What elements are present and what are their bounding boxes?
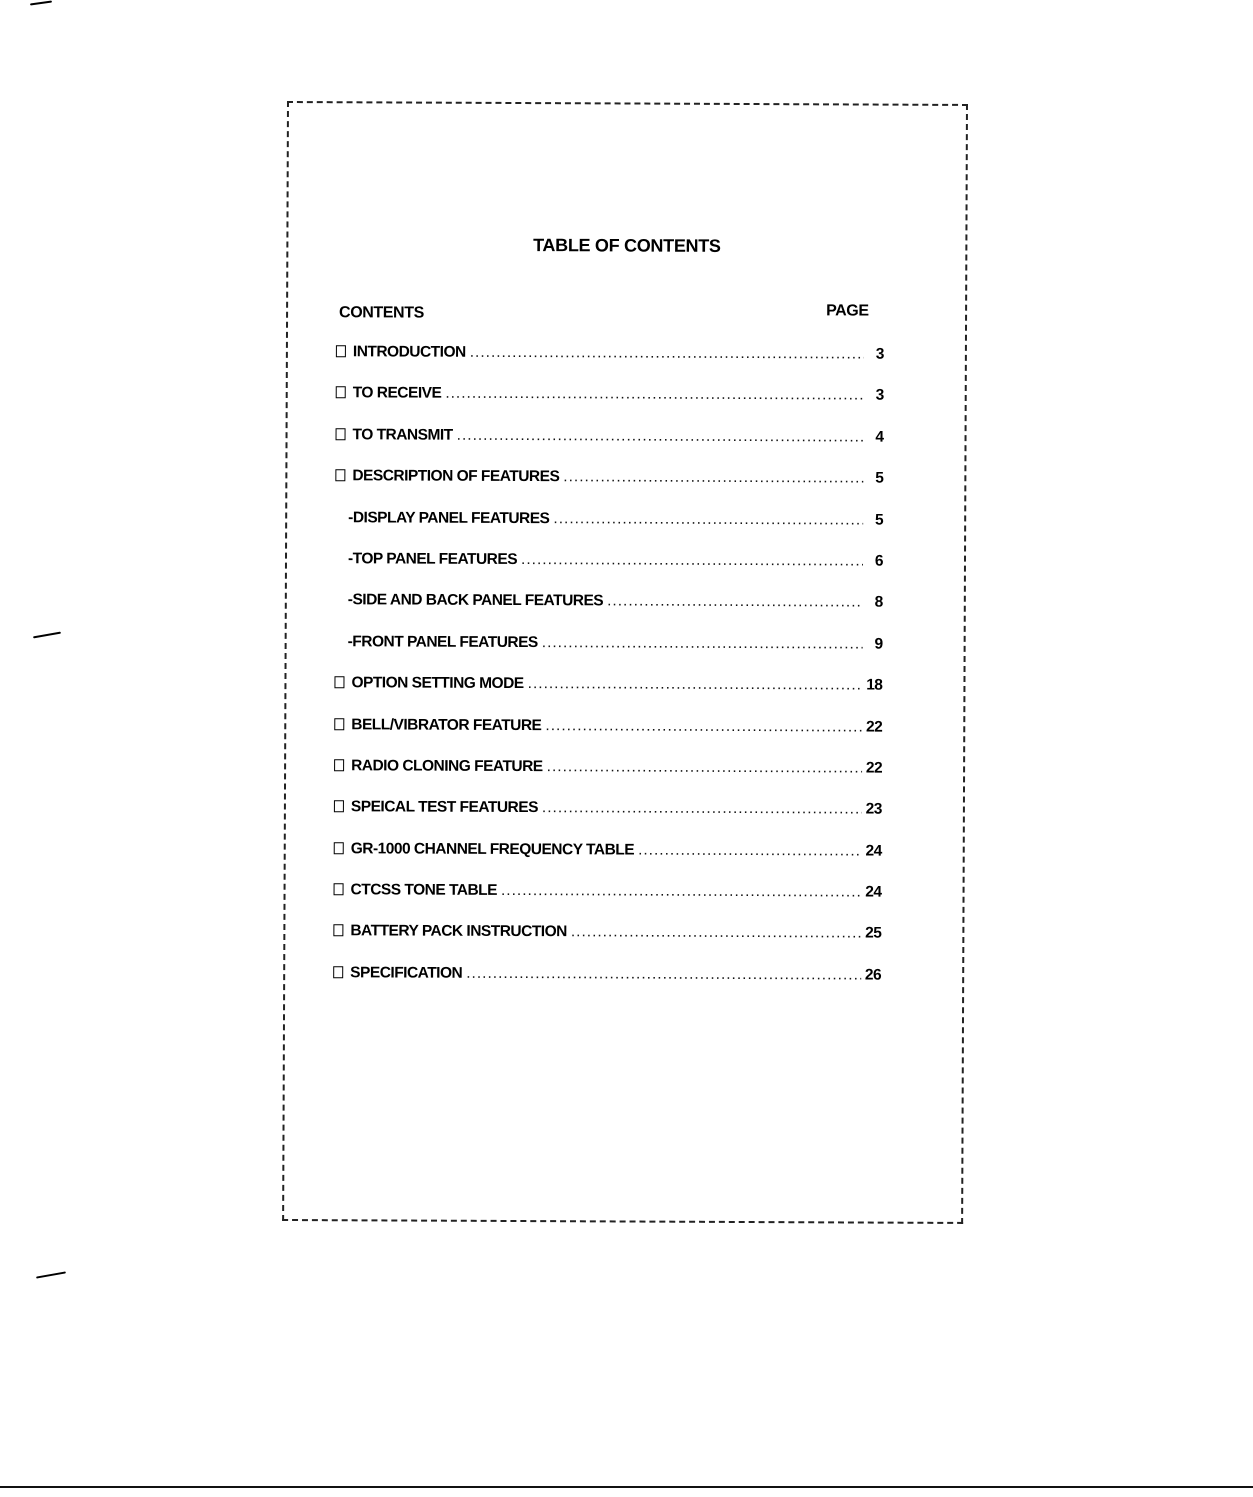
toc-entry[interactable] <box>336 343 884 387</box>
toc-entry-page-number: 23 <box>865 800 882 818</box>
dashed-page-frame <box>282 101 968 1224</box>
toc-entry-label: BELL/VIBRATOR FEATURE <box>351 715 542 734</box>
toc-entry[interactable] <box>333 923 881 967</box>
dot-leader <box>521 551 863 570</box>
page-title: TABLE OF CONTENTS <box>533 235 721 256</box>
checkbox-bullet-icon <box>334 718 344 730</box>
checkbox-bullet-icon <box>334 842 344 854</box>
dot-leader <box>528 675 863 694</box>
toc-entry[interactable] <box>335 550 883 594</box>
toc-entry-label: OPTION SETTING MODE <box>351 674 524 693</box>
toc-entry[interactable] <box>334 633 882 677</box>
toc-entry-label: -SIDE AND BACK PANEL FEATURES <box>347 591 604 610</box>
toc-entry-label: TO TRANSMIT <box>352 426 453 444</box>
checkbox-bullet-icon <box>333 966 343 978</box>
toc-entry-page-number: 22 <box>865 718 883 736</box>
toc-entry[interactable] <box>333 964 881 1008</box>
toc-list <box>333 343 884 1008</box>
toc-entry-label: -DISPLAY PANEL FEATURES <box>348 508 550 527</box>
toc-entry-page-number: 9 <box>874 635 883 653</box>
toc-entry-page-number: 18 <box>866 676 883 694</box>
toc-entry-label: INTRODUCTION <box>352 343 466 361</box>
dot-leader <box>563 468 863 487</box>
dot-leader <box>466 965 861 985</box>
scan-mark-middle-left <box>33 632 61 639</box>
dot-leader <box>571 924 861 943</box>
checkbox-bullet-icon <box>334 883 344 895</box>
scan-mark-lower-left <box>36 1271 66 1278</box>
toc-entry-page-number: 4 <box>875 428 884 446</box>
toc-entry[interactable] <box>334 799 882 843</box>
toc-entry[interactable] <box>333 881 881 925</box>
toc-entry-page-number: 3 <box>875 386 884 404</box>
toc-entry-label: CTCSS TONE TABLE <box>350 881 498 900</box>
dot-leader <box>545 717 862 736</box>
toc-entry[interactable] <box>335 426 883 470</box>
dot-leader <box>470 344 864 364</box>
toc-entry[interactable] <box>335 467 883 511</box>
toc-entry[interactable] <box>336 385 884 429</box>
checkbox-bullet-icon <box>335 469 345 481</box>
toc-entry-page-number: 5 <box>875 511 884 529</box>
toc-entry-label: SPECIFICATION <box>350 964 463 982</box>
dot-leader <box>501 882 861 902</box>
toc-entry[interactable] <box>335 592 883 636</box>
toc-entry[interactable] <box>334 757 882 801</box>
dot-leader <box>638 841 861 860</box>
dot-leader <box>457 427 864 447</box>
toc-entry[interactable] <box>335 509 883 553</box>
toc-entry-page-number: 24 <box>865 883 882 901</box>
checkbox-bullet-icon <box>336 345 346 357</box>
toc-entry-page-number: 24 <box>865 842 882 860</box>
toc-entry-label: -TOP PANEL FEATURES <box>347 550 518 568</box>
dot-leader <box>607 593 863 612</box>
toc-entry-page-number: 22 <box>865 759 883 777</box>
toc-entry-label: BATTERY PACK INSTRUCTION <box>350 922 567 941</box>
toc-entry[interactable] <box>334 674 882 718</box>
toc-entry-label: RADIO CLONING FEATURE <box>351 757 543 776</box>
dot-leader <box>542 799 862 818</box>
toc-entry-page-number: 3 <box>875 345 884 363</box>
checkbox-bullet-icon <box>336 387 346 399</box>
toc-entry[interactable] <box>334 840 882 884</box>
contents-column-header: CONTENTS <box>339 304 424 322</box>
scan-mark-top-left <box>30 0 52 5</box>
toc-entry-label: TO RECEIVE <box>352 384 442 403</box>
dot-leader <box>542 634 863 653</box>
checkbox-bullet-icon <box>336 428 346 440</box>
page-column-header: PAGE <box>826 302 869 320</box>
toc-entry-page-number: 25 <box>865 924 882 943</box>
toc-entry-label: DESCRIPTION OF FEATURES <box>352 467 560 486</box>
toc-entry-label: GR-1000 CHANNEL FREQUENCY TABLE <box>350 839 635 859</box>
bottom-edge-line <box>0 1486 1253 1488</box>
toc-entry-page-number: 6 <box>874 552 884 570</box>
toc-entry-page-number: 5 <box>875 469 884 487</box>
dot-leader <box>547 758 862 777</box>
toc-entry-label: SPEICAL TEST FEATURES <box>350 798 538 817</box>
dot-leader <box>553 510 863 529</box>
checkbox-bullet-icon <box>334 801 344 813</box>
checkbox-bullet-icon <box>333 925 343 937</box>
checkbox-bullet-icon <box>334 676 344 688</box>
toc-entry-label: -FRONT PANEL FEATURES <box>347 633 538 651</box>
dot-leader <box>445 385 863 405</box>
checkbox-bullet-icon <box>334 759 344 771</box>
toc-entry-page-number: 26 <box>864 966 882 984</box>
toc-entry-page-number: 8 <box>874 593 883 611</box>
toc-entry[interactable] <box>334 716 882 760</box>
